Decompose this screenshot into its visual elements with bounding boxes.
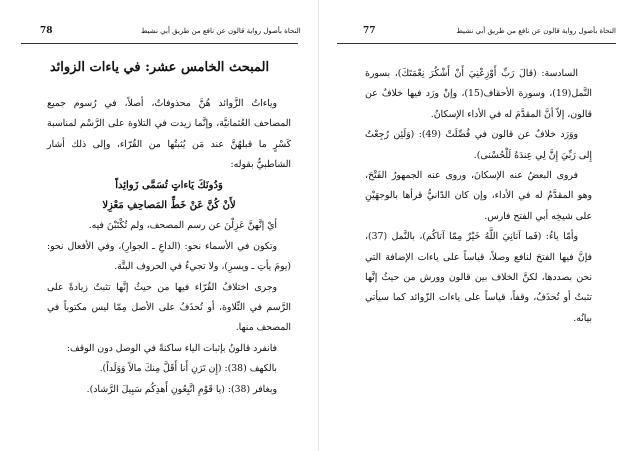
paragraph: أيْ إنَّهنَّ عَزِلْنَ عن رسم المصحف، ولم تُكْتَبْنَ فيه.	[88, 220, 277, 232]
paragraph: ووَرَد خلافٌ عن قالون في فُصِّلَتْ (49): (وَلَئِن رُجِعْتُ إِلى رَبِّيَ إِنَّ لِي عِندَهُ لَلْحُسْنى).	[365, 129, 592, 161]
verse-line: لأَنْ كُنَّ عَنْ خَطِّ المَصاحِفِ مَعْزِلا	[102, 200, 236, 212]
page-body	[365, 64, 592, 329]
header-rule	[21, 43, 298, 44]
page-body	[47, 94, 291, 400]
header-rule	[337, 43, 616, 44]
paragraph: وجرى اختلافُ القُرّاء فيها من حيثُ إنَّها تثبتُ زيادةً على الرَّسم في التِّلاوة، أو تُحذَفُ على الأصل مِمّا ليس مكتوباً في المصحف منها.	[47, 281, 291, 334]
paragraph: فروى البعضُ عنه الإسكانَ، وروى عنه الجمهورُ الفَتْحَ، وهو المقدَّمُ له في الأداء، وإن كان الدّانيُّ قرأها بالوجهَيْنِ على شيخِه أبي الفتح فارس.	[365, 170, 592, 222]
page-right	[319, 0, 638, 451]
paragraph: وياءاتُ الزَّوائد هُنَّ محذوفاتٌ، أصلاً، في رُسوم جميع المصاحف العُثمانيَّة، وإنَّما زيدت في التلاوة على الرَّسْم لمناسبة كَسْرٍ ما قبلهُنَّ عند مَن يُثبتُها من القُرّاء، وإلى ذلك أشار الشاطبيُّ بقوله:	[47, 98, 291, 171]
page-number: 78	[40, 26, 53, 36]
paragraph: السادسة: (قالَ رَبِّ أَوْزِعْنِيَ أَنْ أَشْكُرَ نِعْمَتَكَ)، بسورة النَّمل(19)، وسورة الأحقاف(15)، وإنْ ورَد فيها خلافٌ عن قالون، إلاّ أنَّ المقدَّمَ له في الأداء الإسكانُ.	[365, 68, 592, 120]
paragraph: وأمّا ياءُ: (فَما آتانِيَ اللَّهُ خَيْرٌ مِمّا آتاكُم)، بالنَّمل (37)، فإنَّ فيها الفتحَ لنافع وصلاً، قياساً على ياءات الإضافة التي نحن بصددها، لكنَّ الخلاف بين قالون وورش من حيثُ إنَّها تثبتُ أو تُحذَفُ، وقفاً، قياساً على ياءات الزّوائد كما سيأتي بيانُه.	[365, 231, 592, 324]
running-header: النحاة بأصول رواية قالون عن نافع من طريق أبي نشيط	[456, 27, 616, 35]
paragraph: فانفرد قالونُ بإثبات الياء ساكنةً في الوصل دون الوقف:	[66, 342, 277, 354]
list-item: وبغافر (38): (يا قَوْمِ اتَّبِعُونِ أَهدِكُم سَبِيلَ الرَّشاد).	[86, 383, 277, 395]
page-number: 77	[363, 26, 376, 36]
list-item: بالكهف (38): (إِن تَرَنِ أَنا أَقَلَّ مِنكَ مالاً وَوَلَداً).	[99, 363, 277, 375]
paragraph: وتكون في الأسماء نحو: (الداعِ ـ الجوارِ)، وفي الأفعال نحو: (يومَ يأتِ ـ ويسرِ)، ولا تجيءُ في الحروف البتَّة.	[47, 240, 291, 273]
verse-line: وَدُونَكَ يَاءاتٍ تُسَمَّى زَوائِداً	[115, 179, 223, 191]
running-header: النحاة بأصول رواية قالون عن نافع من طريق أبي نشيط	[141, 27, 301, 35]
section-title: المبحث الخامس عشر: في ياءات الزوائد	[49, 60, 270, 75]
